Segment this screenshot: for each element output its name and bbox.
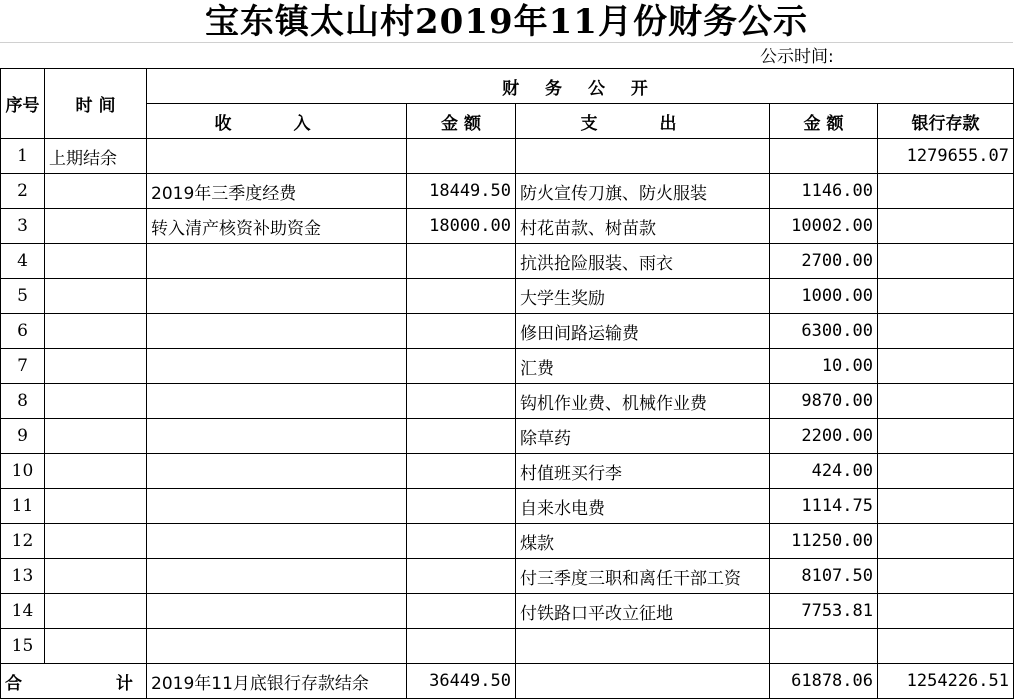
row-expense-cell: 煤款 bbox=[516, 524, 770, 559]
row-bank-balance-cell bbox=[878, 279, 1014, 314]
row-income-cell bbox=[147, 244, 407, 279]
total-expense-cell bbox=[516, 664, 770, 699]
header-bank-balance: 银行存款 bbox=[878, 104, 1014, 139]
row-bank-balance-cell bbox=[878, 174, 1014, 209]
row-income-amount-cell bbox=[407, 629, 516, 664]
row-income-cell: 2019年三季度经费 bbox=[147, 174, 407, 209]
row-expense-amount-cell: 10.00 bbox=[770, 349, 878, 384]
row-income-amount-cell bbox=[407, 139, 516, 174]
row-income-cell bbox=[147, 454, 407, 489]
row-time-cell bbox=[45, 244, 147, 279]
row-seq-cell: 12 bbox=[1, 524, 45, 559]
row-time-cell bbox=[45, 489, 147, 524]
table-row bbox=[1, 629, 1014, 664]
row-bank-balance-cell bbox=[878, 489, 1014, 524]
row-seq-cell: 15 bbox=[1, 629, 45, 664]
row-expense-cell: 抗洪抢险服装、雨衣 bbox=[516, 244, 770, 279]
row-expense-amount-cell: 1000.00 bbox=[770, 279, 878, 314]
row-seq-cell: 9 bbox=[1, 419, 45, 454]
row-expense-cell bbox=[516, 629, 770, 664]
row-time-cell bbox=[45, 629, 147, 664]
row-seq-cell: 4 bbox=[1, 244, 45, 279]
publish-time-label: 公示时间: bbox=[760, 47, 834, 67]
row-expense-amount-cell bbox=[770, 629, 878, 664]
row-income-amount-cell bbox=[407, 489, 516, 524]
row-time-cell bbox=[45, 559, 147, 594]
row-time-cell bbox=[45, 419, 147, 454]
row-time-cell bbox=[45, 209, 147, 244]
row-income-amount-cell bbox=[407, 384, 516, 419]
row-expense-cell: 付铁路口平改立征地 bbox=[516, 594, 770, 629]
row-expense-amount-cell: 11250.00 bbox=[770, 524, 878, 559]
row-time-cell bbox=[45, 279, 147, 314]
table-row bbox=[1, 174, 1014, 209]
row-expense-amount-cell bbox=[770, 139, 878, 174]
row-bank-balance-cell bbox=[878, 559, 1014, 594]
row-income-amount-cell bbox=[407, 454, 516, 489]
row-bank-balance-cell bbox=[878, 349, 1014, 384]
header-income: 收 入 bbox=[147, 104, 407, 139]
row-expense-amount-cell: 1146.00 bbox=[770, 174, 878, 209]
row-time-cell bbox=[45, 594, 147, 629]
table-row bbox=[1, 209, 1014, 244]
table-row bbox=[1, 384, 1014, 419]
row-expense-cell: 防火宣传刀旗、防火服装 bbox=[516, 174, 770, 209]
row-time-cell bbox=[45, 174, 147, 209]
row-bank-balance-cell bbox=[878, 629, 1014, 664]
header-time: 时 间 bbox=[45, 69, 147, 139]
row-income-amount-cell bbox=[407, 419, 516, 454]
row-expense-cell: 村值班买行李 bbox=[516, 454, 770, 489]
row-expense-cell: 修田间路运输费 bbox=[516, 314, 770, 349]
table-row bbox=[1, 349, 1014, 384]
table-row bbox=[1, 524, 1014, 559]
total-income-amount-cell: 36449.50 bbox=[407, 664, 516, 699]
title-divider bbox=[0, 42, 1013, 43]
header-expense: 支 出 bbox=[516, 104, 770, 139]
row-seq-cell: 2 bbox=[1, 174, 45, 209]
row-time-cell bbox=[45, 349, 147, 384]
row-expense-amount-cell: 10002.00 bbox=[770, 209, 878, 244]
row-income-cell bbox=[147, 349, 407, 384]
row-bank-balance-cell bbox=[878, 454, 1014, 489]
row-time-cell bbox=[45, 384, 147, 419]
table-row bbox=[1, 489, 1014, 524]
row-income-amount-cell bbox=[407, 594, 516, 629]
row-seq-cell: 7 bbox=[1, 349, 45, 384]
total-expense-amount-cell: 61878.06 bbox=[770, 664, 878, 699]
row-seq-cell: 5 bbox=[1, 279, 45, 314]
row-income-cell bbox=[147, 419, 407, 454]
row-income-amount-cell bbox=[407, 314, 516, 349]
row-income-amount-cell bbox=[407, 559, 516, 594]
row-bank-balance-cell bbox=[878, 594, 1014, 629]
total-bank-balance-cell: 1254226.51 bbox=[878, 664, 1014, 699]
table-row bbox=[1, 139, 1014, 174]
row-income-cell bbox=[147, 139, 407, 174]
row-income-amount-cell bbox=[407, 279, 516, 314]
row-bank-balance-cell bbox=[878, 209, 1014, 244]
row-expense-amount-cell: 7753.81 bbox=[770, 594, 878, 629]
row-bank-balance-cell bbox=[878, 419, 1014, 454]
row-income-amount-cell bbox=[407, 524, 516, 559]
finance-table bbox=[0, 68, 1014, 699]
row-time-cell: 上期结余 bbox=[45, 139, 147, 174]
total-row bbox=[1, 664, 1014, 699]
row-expense-cell: 付三季度三职和离任干部工资 bbox=[516, 559, 770, 594]
row-expense-cell: 汇费 bbox=[516, 349, 770, 384]
row-income-amount-cell: 18000.00 bbox=[407, 209, 516, 244]
table-row bbox=[1, 244, 1014, 279]
row-time-cell bbox=[45, 524, 147, 559]
row-income-cell bbox=[147, 524, 407, 559]
row-income-cell bbox=[147, 559, 407, 594]
row-income-cell bbox=[147, 594, 407, 629]
row-expense-amount-cell: 6300.00 bbox=[770, 314, 878, 349]
header-income-amount: 金 额 bbox=[407, 104, 516, 139]
header-seq: 序号 bbox=[1, 69, 45, 139]
table-row bbox=[1, 559, 1014, 594]
row-bank-balance-cell bbox=[878, 384, 1014, 419]
row-expense-cell: 大学生奖励 bbox=[516, 279, 770, 314]
row-bank-balance-cell bbox=[878, 314, 1014, 349]
total-label: 合 计 bbox=[1, 664, 147, 699]
row-income-cell bbox=[147, 384, 407, 419]
row-expense-amount-cell: 9870.00 bbox=[770, 384, 878, 419]
row-expense-amount-cell: 8107.50 bbox=[770, 559, 878, 594]
row-bank-balance-cell bbox=[878, 244, 1014, 279]
row-expense-cell: 除草药 bbox=[516, 419, 770, 454]
row-income-amount-cell: 18449.50 bbox=[407, 174, 516, 209]
row-income-amount-cell bbox=[407, 244, 516, 279]
table-row bbox=[1, 594, 1014, 629]
row-seq-cell: 6 bbox=[1, 314, 45, 349]
row-expense-cell bbox=[516, 139, 770, 174]
row-income-cell bbox=[147, 629, 407, 664]
row-seq-cell: 14 bbox=[1, 594, 45, 629]
row-income-cell: 转入清产核资补助资金 bbox=[147, 209, 407, 244]
row-seq-cell: 13 bbox=[1, 559, 45, 594]
row-expense-cell: 村花苗款、树苗款 bbox=[516, 209, 770, 244]
table-row bbox=[1, 454, 1014, 489]
total-income-cell: 2019年11月底银行存款结余 bbox=[147, 664, 407, 699]
row-expense-amount-cell: 424.00 bbox=[770, 454, 878, 489]
row-income-cell bbox=[147, 489, 407, 524]
row-bank-balance-cell bbox=[878, 524, 1014, 559]
row-seq-cell: 10 bbox=[1, 454, 45, 489]
row-income-amount-cell bbox=[407, 349, 516, 384]
row-time-cell bbox=[45, 314, 147, 349]
page-title: 宝东镇太山村2019年11月份财务公示 bbox=[205, 2, 808, 42]
header-finance-disclosure: 财 务 公 开 bbox=[147, 69, 1014, 104]
row-seq-cell: 11 bbox=[1, 489, 45, 524]
table-row bbox=[1, 279, 1014, 314]
header-expense-amount: 金 额 bbox=[770, 104, 878, 139]
row-time-cell bbox=[45, 454, 147, 489]
table-row bbox=[1, 419, 1014, 454]
row-income-cell bbox=[147, 279, 407, 314]
row-expense-amount-cell: 1114.75 bbox=[770, 489, 878, 524]
row-seq-cell: 1 bbox=[1, 139, 45, 174]
row-seq-cell: 3 bbox=[1, 209, 45, 244]
row-income-cell bbox=[147, 314, 407, 349]
row-expense-amount-cell: 2200.00 bbox=[770, 419, 878, 454]
table-row bbox=[1, 314, 1014, 349]
row-expense-cell: 自来水电费 bbox=[516, 489, 770, 524]
row-expense-cell: 钩机作业费、机械作业费 bbox=[516, 384, 770, 419]
row-expense-amount-cell: 2700.00 bbox=[770, 244, 878, 279]
row-bank-balance-cell: 1279655.07 bbox=[878, 139, 1014, 174]
row-seq-cell: 8 bbox=[1, 384, 45, 419]
